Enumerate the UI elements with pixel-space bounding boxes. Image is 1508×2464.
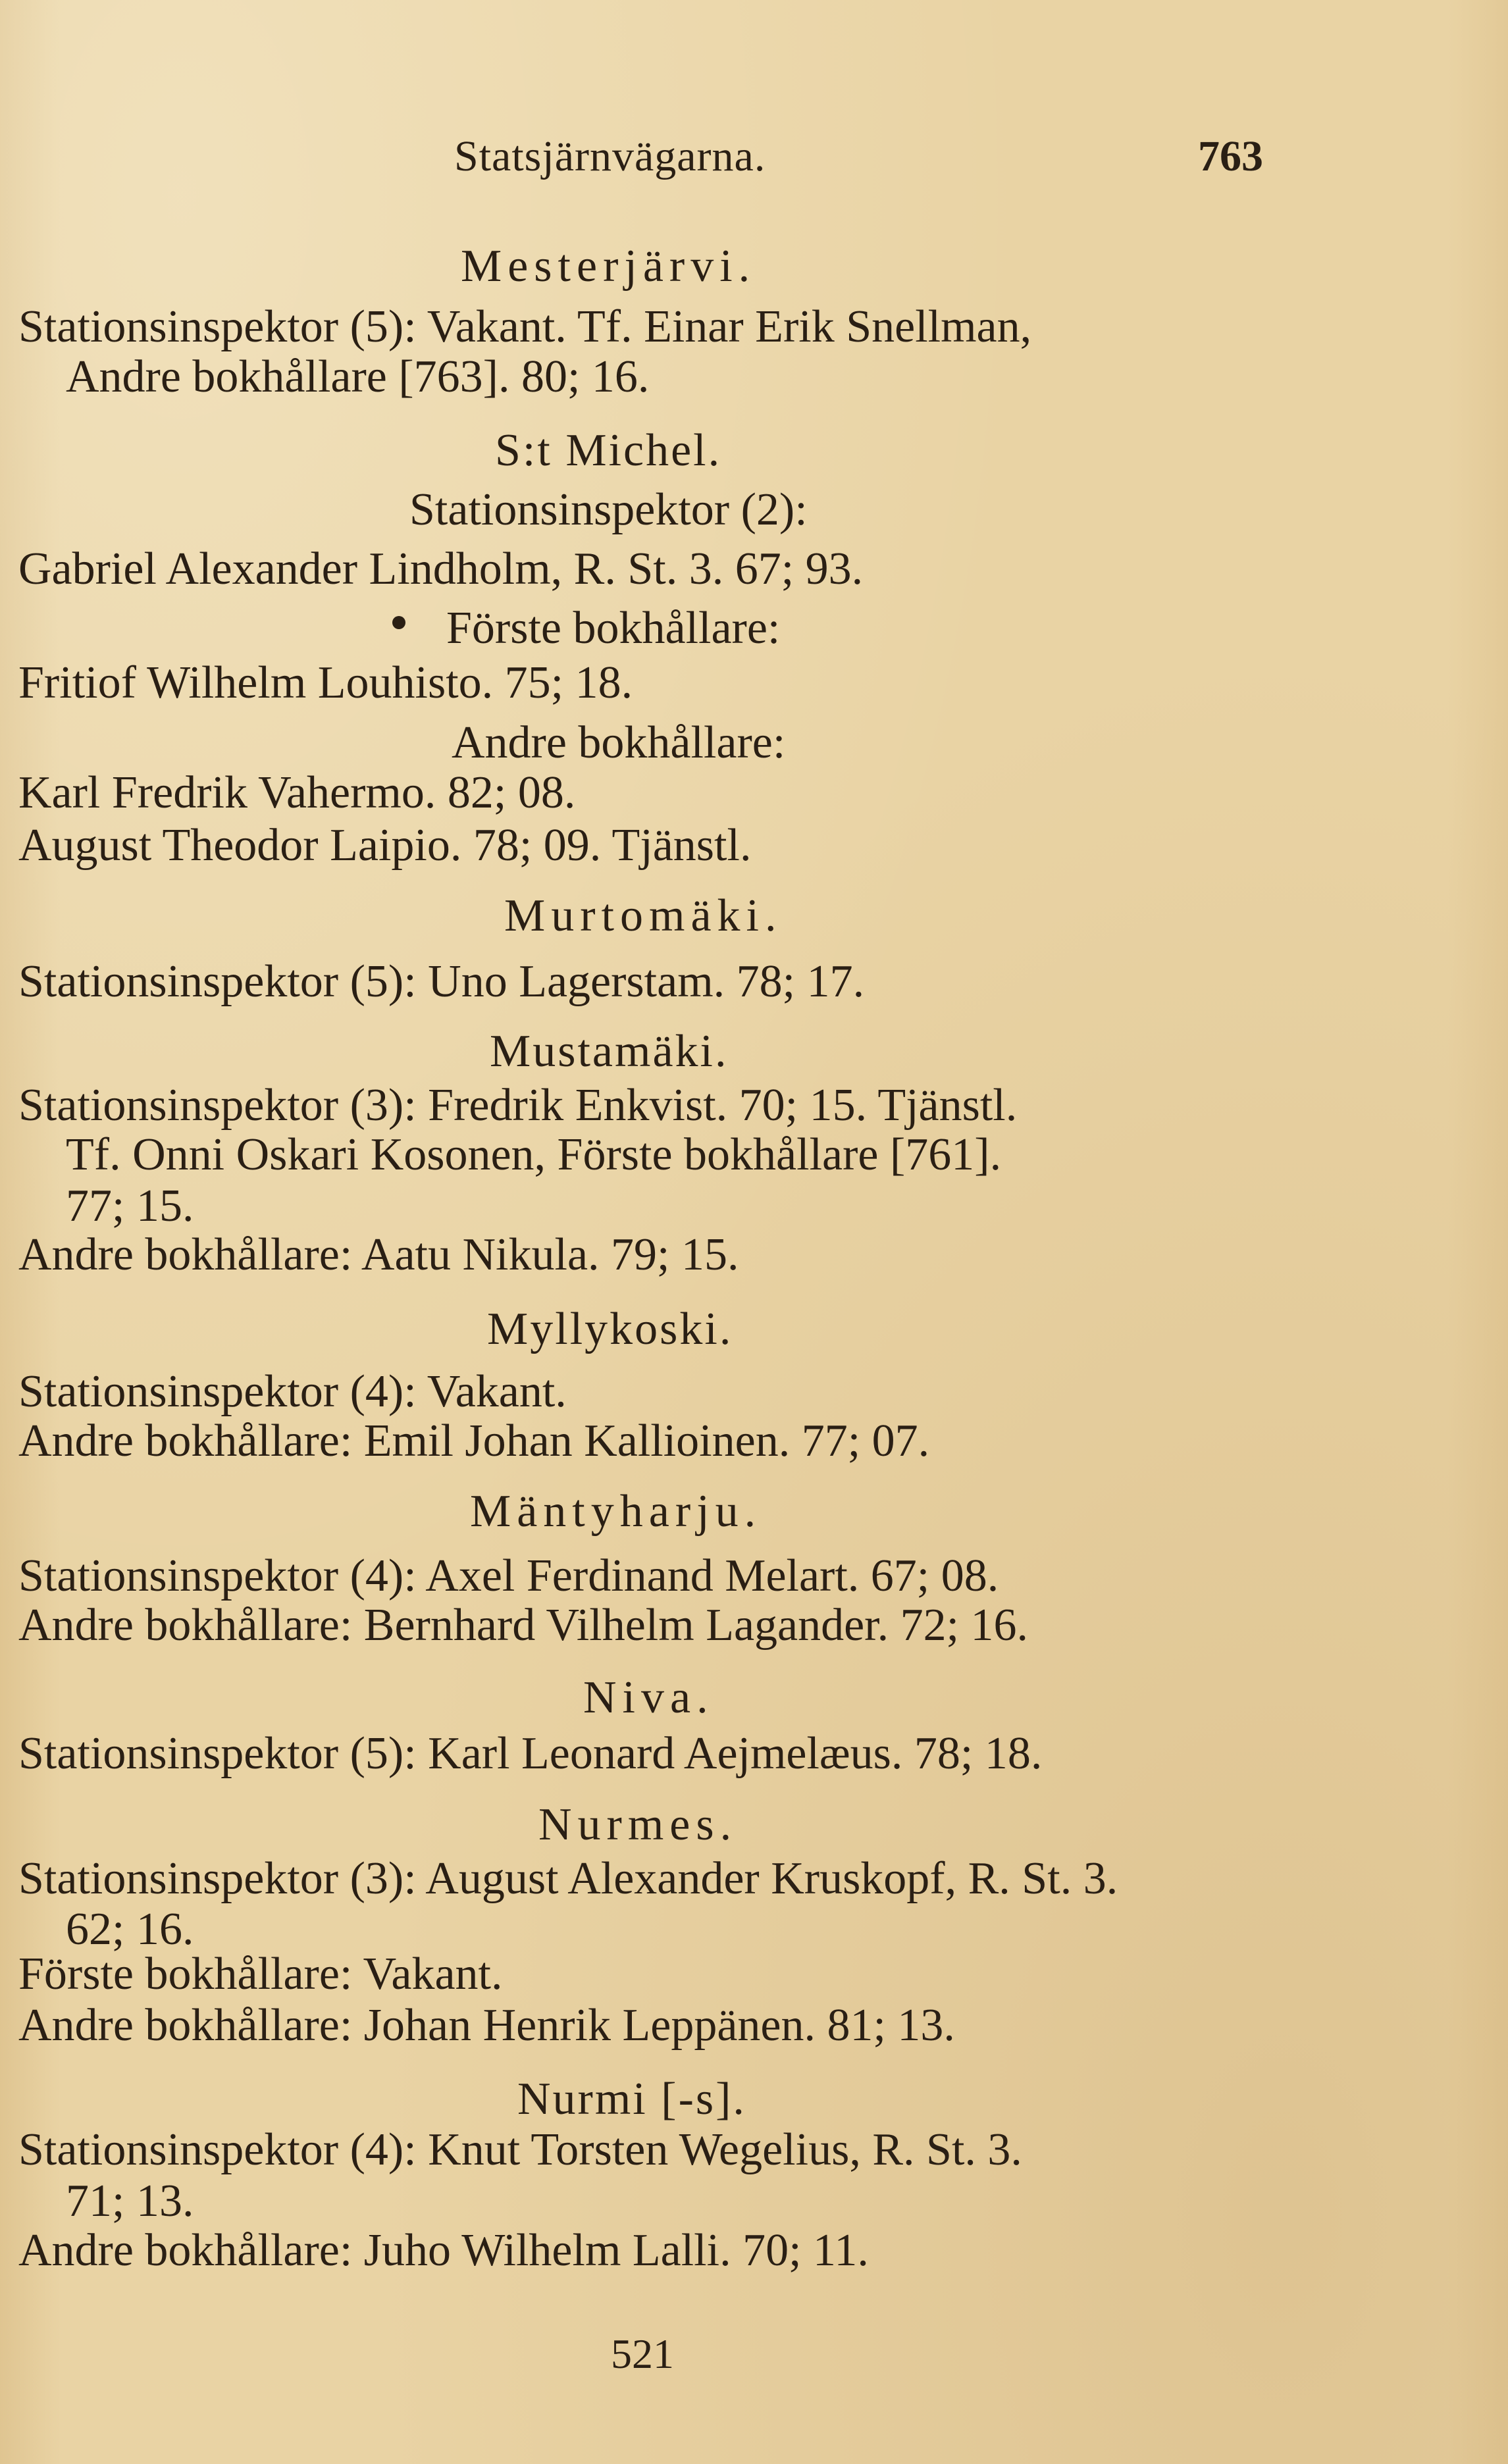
entry-line: Förste bokhållare: Vakant. [18, 1949, 503, 1999]
entry-line: 71; 13. [66, 2176, 194, 2226]
entry-line: August Theodor Laipio. 78; 09. Tjänstl. [18, 820, 752, 871]
entry-line: Tf. Onni Oskari Kosonen, Förste bokhållare [761]. [66, 1129, 1002, 1180]
entry-line: Fritiof Wilhelm Louhisto. 75; 18. [18, 657, 633, 708]
station-heading-murtomaki: Murtomäki. [504, 890, 783, 941]
entry-line: Andre bokhållare: Bernhard Vilhelm Lagander. 72; 16. [18, 1600, 1029, 1651]
entry-line: Andre bokhållare: Johan Henrik Leppänen. 81; 13. [18, 2000, 955, 2051]
entry-line: Stationsinspektor (3): August Alexander Kruskopf, R. St. 3. [18, 1853, 1118, 1904]
entry-line: Karl Fredrik Vahermo. 82; 08. [18, 767, 576, 818]
role-heading: Andre bokhållare: [452, 717, 786, 768]
running-header-title: Statsjärnvägarna. [454, 132, 766, 180]
entry-line: Andre bokhållare: Juho Wilhelm Lalli. 70; 11. [18, 2225, 869, 2276]
entry-line: 62; 16. [66, 1904, 194, 1955]
station-heading-niva: Niva. [583, 1672, 714, 1723]
entry-line: 77; 15. [66, 1181, 194, 1231]
station-heading-mesterjarvi: Mesterjärvi. [461, 241, 756, 292]
station-heading-myllykoski: Myllykoski. [487, 1304, 733, 1354]
station-heading-mantyharju: Mäntyharju. [470, 1486, 762, 1537]
role-heading: Förste bokhållare: [446, 603, 781, 654]
station-heading-st-michel: S:t Michel. [495, 425, 722, 476]
entry-line: Stationsinspektor (3): Fredrik Enkvist. 70; 15. Tjänstl. [18, 1080, 1018, 1131]
entry-line: Stationsinspektor (5): Karl Leonard Aejmelæus. 78; 18. [18, 1728, 1043, 1779]
ornament-icon [392, 616, 405, 629]
entry-line: Gabriel Alexander Lindholm, R. St. 3. 67; 93. [18, 544, 864, 594]
entry-line: Stationsinspektor (5): Vakant. Tf. Einar Erik Snellman, [18, 301, 1032, 352]
station-heading-mustamaki: Mustamäki. [490, 1026, 729, 1077]
entry-line: Andre bokhållare: Aatu Nikula. 79; 15. [18, 1229, 739, 1280]
role-heading: Stationsinspektor (2): [409, 484, 808, 535]
station-heading-nurmi: Nurmi [-s]. [517, 2074, 746, 2124]
page-number: 763 [1198, 132, 1263, 180]
entry-line: Andre bokhållare: Emil Johan Kallioinen. 77; 07. [18, 1416, 930, 1466]
footer-sheet-number: 521 [611, 2330, 674, 2377]
entry-line: Stationsinspektor (5): Uno Lagerstam. 78; 17. [18, 956, 865, 1007]
entry-line: Stationsinspektor (4): Knut Torsten Wegelius, R. St. 3. [18, 2124, 1022, 2175]
station-heading-nurmes: Nurmes. [538, 1799, 738, 1850]
entry-line: Andre bokhållare [763]. 80; 16. [66, 351, 650, 402]
entry-line: Stationsinspektor (4): Axel Ferdinand Melart. 67; 08. [18, 1551, 999, 1601]
entry-line: Stationsinspektor (4): Vakant. [18, 1366, 567, 1417]
